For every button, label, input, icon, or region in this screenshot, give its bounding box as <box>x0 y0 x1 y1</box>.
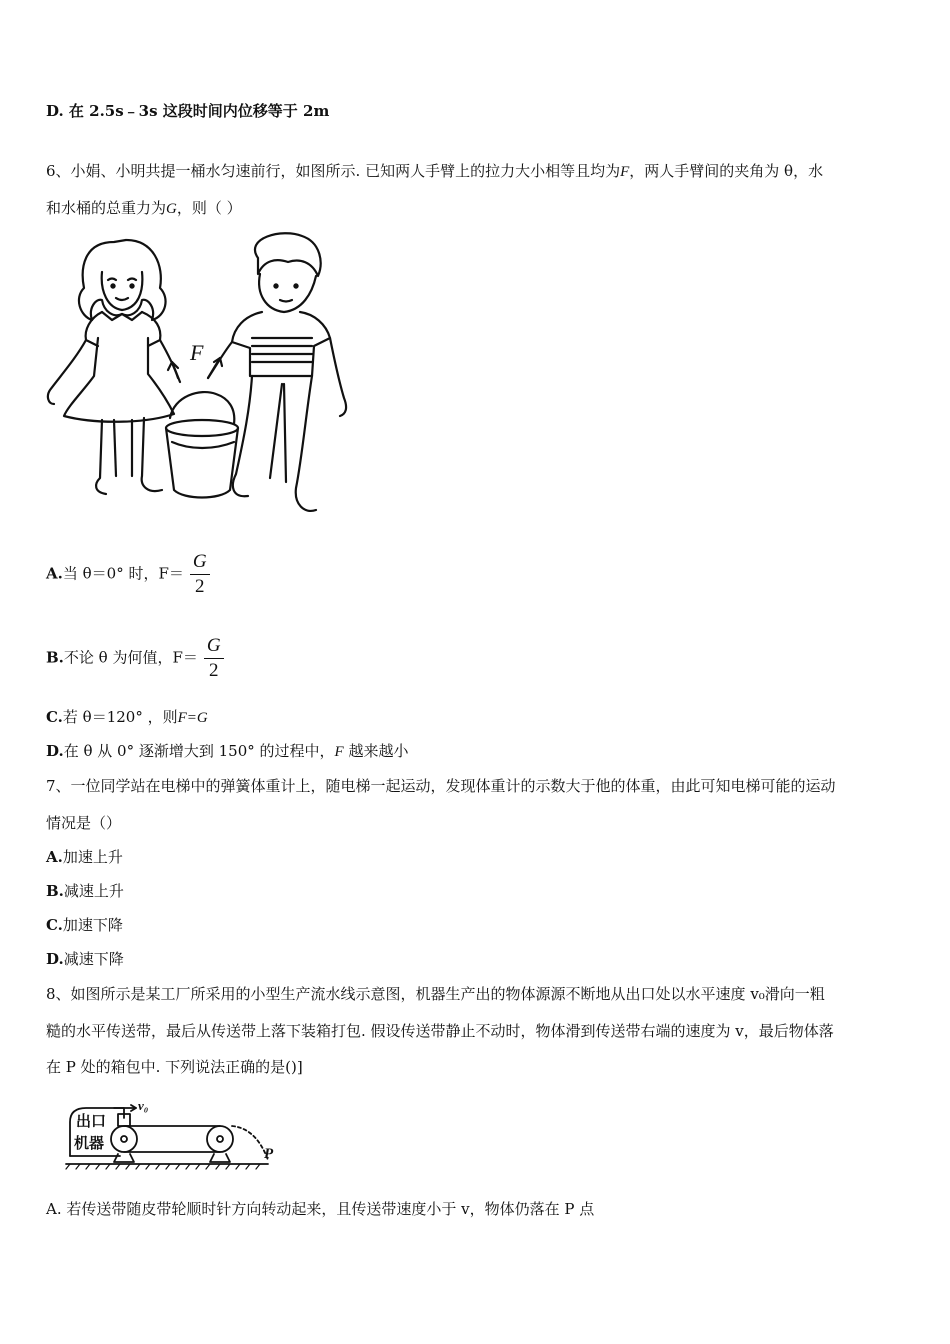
q6-option-a <box>46 552 210 597</box>
q6-option-d-label: D. <box>46 742 64 760</box>
q6-stem1-tail: ，两人手臂间的夹角为 θ，水 <box>629 162 824 180</box>
q6-option-b-denominator: 2 <box>204 658 224 681</box>
q5-option-d: D. 在 2.5s﹣3s 这段时间内位移等于 2m <box>46 102 330 120</box>
q6-option-a-numerator: G <box>192 551 207 572</box>
q6-option-d-tail: 越来越小 <box>348 742 409 760</box>
q8-figure-v0-label: v₀ <box>138 1098 149 1113</box>
q6-figure-F-label: F <box>190 340 204 365</box>
q6-option-b-fraction <box>204 636 224 681</box>
q7-option-b <box>46 880 124 902</box>
q6-stem1-text: 6、小娟、小明共提一桶水匀速前行，如图所示. 已知两人手臂上的拉力大小相等且均为 <box>46 162 621 180</box>
q7-option-a-label: A. <box>46 848 63 866</box>
q6-option-d-text: 在 θ 从 0° 逐渐增大到 150° 的过程中， <box>63 742 335 760</box>
q6-figure-children-bucket <box>44 228 354 528</box>
q6-stem1-F: F <box>620 164 630 180</box>
q6-stem-line2 <box>46 197 242 220</box>
q6-option-d <box>46 740 409 763</box>
q6-option-a-denominator: 2 <box>190 574 210 597</box>
q8-stem-line1: 8、如图所示是某工厂所采用的小型生产流水线示意图，机器生产出的物体源源不断地从出口处以水平速度 v₀滑向一粗 <box>46 985 825 1003</box>
q7-option-a-text: 加速上升 <box>62 848 123 866</box>
q8-stem-line2: 糙的水平传送带，最后从传送带上落下装箱打包. 假设传送带静止不动时，物体滑到传送带右端的速度为 v，最后物体落 <box>46 1022 834 1040</box>
q7-option-d <box>46 948 124 970</box>
q6-option-c-math: F=G <box>177 710 208 726</box>
q7-stem-line1: 7、一位同学站在电梯中的弹簧体重计上，随电梯一起运动，发现体重计的示数大于他的体重，由此可知电梯可能的运动 <box>46 777 836 795</box>
q7-option-b-text: 减速上升 <box>63 882 124 900</box>
q7-option-c <box>46 914 123 936</box>
q6-option-a-text: 当 θ＝0° 时，F＝ <box>62 564 184 583</box>
q7-option-d-label: D. <box>46 950 64 968</box>
q8-figure-P-label: P <box>264 1146 274 1162</box>
q6-option-b-text: 不论 θ 为何值，F＝ <box>63 648 198 667</box>
q8-option-a: A. 若传送带随皮带轮顺时针方向转动起来，且传送带速度小于 v，物体仍落在 P 点 <box>46 1200 595 1218</box>
q6-option-a-label: A. <box>46 564 63 583</box>
q8-stem-line3: 在 P 处的箱包中. 下列说法正确的是()] <box>46 1058 303 1076</box>
q6-option-b-numerator: G <box>206 635 221 656</box>
q6-option-c-text: 若 θ＝120° ，则 <box>62 708 178 726</box>
q7-option-b-label: B. <box>46 882 64 900</box>
q8-figure-conveyor <box>62 1096 292 1172</box>
q6-option-a-fraction <box>190 552 210 597</box>
q6-option-b-label: B. <box>46 648 64 667</box>
q6-stem2-tail: ，则（ ） <box>176 199 242 217</box>
q6-option-c <box>46 706 208 729</box>
q8-figure-machine-label: 机器 <box>74 1134 105 1152</box>
q6-stem-line1 <box>46 160 823 183</box>
q6-option-c-label: C. <box>46 708 63 726</box>
q7-option-c-label: C. <box>46 916 63 934</box>
q7-option-a <box>46 846 123 868</box>
q7-option-d-text: 减速下降 <box>63 950 124 968</box>
q8-figure-exit-label: 出口 <box>76 1112 107 1130</box>
q7-stem-line2: 情况是（） <box>46 814 122 832</box>
q6-stem2-G: G <box>166 201 177 217</box>
q6-stem2-text: 和水桶的总重力为 <box>46 199 167 217</box>
q7-option-c-text: 加速下降 <box>62 916 123 934</box>
q6-option-b <box>46 636 224 681</box>
q6-option-d-F: F <box>334 744 344 760</box>
